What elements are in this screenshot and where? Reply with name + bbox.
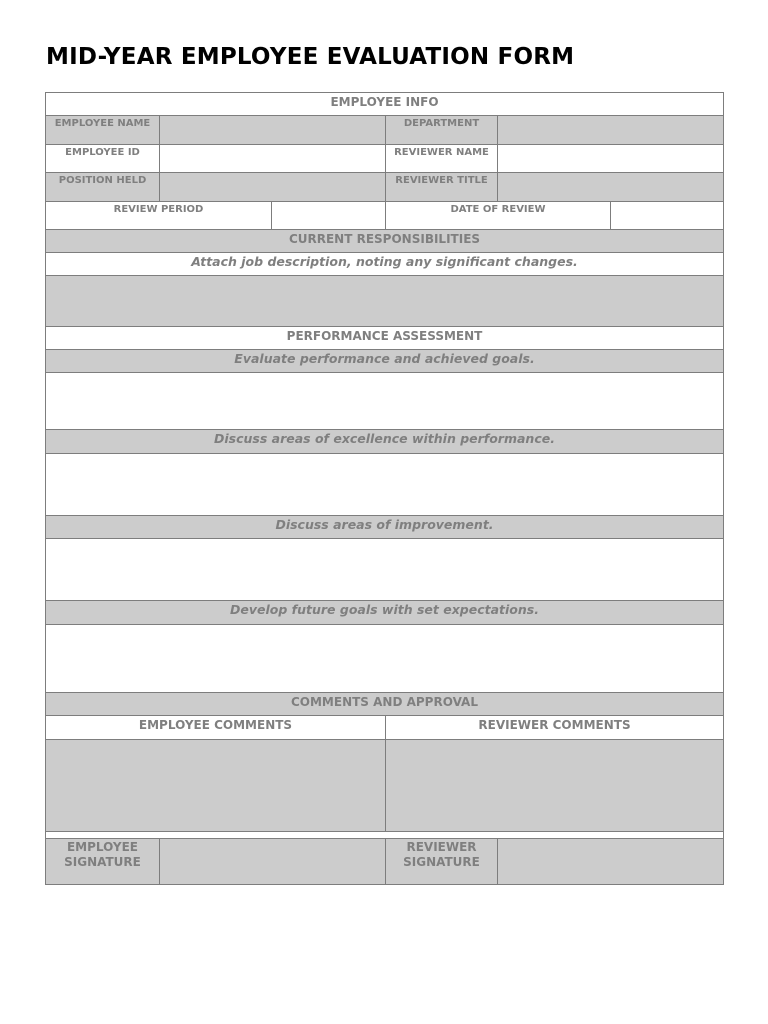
reviewer-name-label: REVIEWER NAME [385, 144, 498, 173]
responsibilities-field[interactable] [45, 275, 724, 327]
improvement-field[interactable] [45, 538, 724, 601]
employee-comments-label: EMPLOYEE COMMENTS [45, 715, 386, 740]
reviewer-name-field[interactable] [497, 144, 724, 173]
performance-assessment-header: PERFORMANCE ASSESSMENT [45, 326, 724, 350]
employee-signature-field[interactable] [159, 838, 386, 885]
date-of-review-field[interactable] [610, 201, 724, 230]
date-of-review-label: DATE OF REVIEW [385, 201, 611, 230]
responsibilities-instruction: Attach job description, noting any significant changes. [45, 252, 724, 276]
reviewer-signature-label: REVIEWER SIGNATURE [385, 838, 498, 885]
employee-id-field[interactable] [159, 144, 386, 173]
form-title: MID-YEAR EMPLOYEE EVALUATION FORM [46, 44, 575, 70]
employee-info-header: EMPLOYEE INFO [45, 92, 724, 116]
position-held-field[interactable] [159, 172, 386, 202]
reviewer-comments-field[interactable] [385, 739, 724, 832]
evaluate-performance-prompt: Evaluate performance and achieved goals. [45, 349, 724, 373]
review-period-field[interactable] [271, 201, 386, 230]
review-period-label: REVIEW PERIOD [45, 201, 272, 230]
reviewer-comments-label: REVIEWER COMMENTS [385, 715, 724, 740]
future-goals-field[interactable] [45, 624, 724, 693]
department-field[interactable] [497, 115, 724, 145]
reviewer-title-label: REVIEWER TITLE [385, 172, 498, 202]
employee-id-label: EMPLOYEE ID [45, 144, 160, 173]
employee-comments-field[interactable] [45, 739, 386, 832]
future-goals-prompt: Develop future goals with set expectations. [45, 600, 724, 625]
department-label: DEPARTMENT [385, 115, 498, 145]
employee-signature-label: EMPLOYEE SIGNATURE [45, 838, 160, 885]
evaluate-performance-field[interactable] [45, 372, 724, 430]
current-responsibilities-header: CURRENT RESPONSIBILITIES [45, 229, 724, 253]
position-held-label: POSITION HELD [45, 172, 160, 202]
excellence-prompt: Discuss areas of excellence within performance. [45, 429, 724, 454]
employee-name-label: EMPLOYEE NAME [45, 115, 160, 145]
comments-approval-header: COMMENTS AND APPROVAL [45, 692, 724, 716]
improvement-prompt: Discuss areas of improvement. [45, 515, 724, 539]
excellence-field[interactable] [45, 453, 724, 516]
employee-name-field[interactable] [159, 115, 386, 145]
reviewer-title-field[interactable] [497, 172, 724, 202]
reviewer-signature-field[interactable] [497, 838, 724, 885]
